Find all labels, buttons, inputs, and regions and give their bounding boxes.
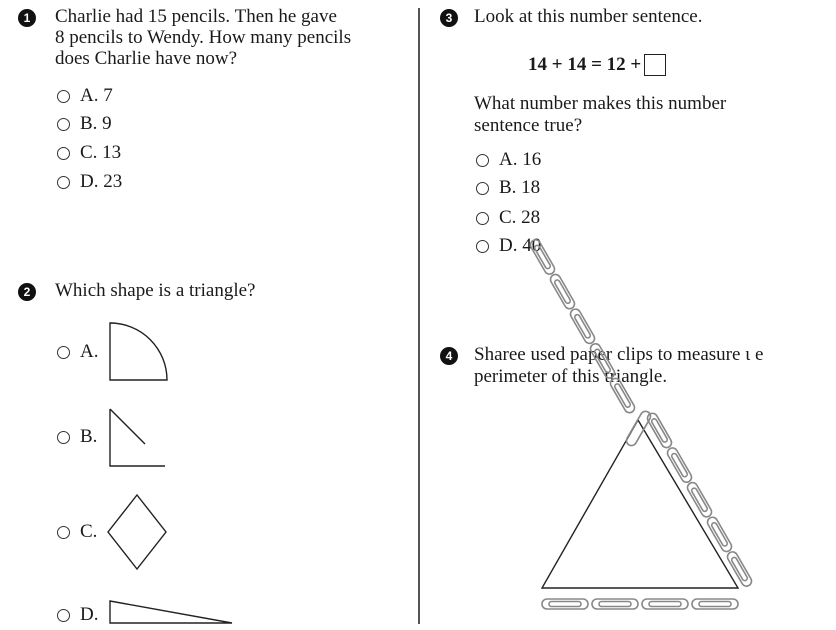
diamond-shape-icon (105, 492, 175, 572)
number-sentence (528, 54, 666, 76)
question-1-option-b[interactable] (57, 113, 112, 135)
option-label: B. 9 (80, 113, 112, 134)
number-sentence-text: 14 + 14 = 12 + (528, 54, 642, 75)
option-label: C. 28 (499, 207, 541, 228)
radio-button-icon[interactable] (476, 182, 489, 195)
answer-blank-box (644, 54, 666, 76)
option-label: A. 16 (499, 149, 542, 170)
question-2-number-badge: 2 (18, 283, 36, 301)
question-3-option-c[interactable] (476, 207, 540, 229)
question-1-number-badge: 1 (18, 9, 36, 27)
radio-button-icon[interactable] (57, 526, 70, 539)
question-2-option-c[interactable] (57, 521, 97, 543)
radio-button-icon[interactable] (476, 154, 489, 167)
question-3-option-a[interactable] (476, 149, 541, 171)
question-1-option-a[interactable] (57, 85, 113, 107)
question-4-line-2: perimeter of this triangle. (474, 366, 668, 387)
question-3-line-2: sentence true? (474, 115, 583, 136)
option-label: A. 7 (80, 85, 113, 106)
question-2-option-d[interactable] (57, 604, 98, 626)
question-1-line-2: 8 pencils to Wendy. How many pencils (55, 27, 352, 48)
radio-button-icon[interactable] (57, 118, 70, 131)
radio-button-icon[interactable] (57, 176, 70, 189)
radio-button-icon[interactable] (57, 431, 70, 444)
question-4-line-1: Sharee used paper clips to measure ι e (474, 344, 764, 365)
column-divider (418, 8, 420, 624)
question-1-option-d[interactable] (57, 171, 122, 193)
radio-button-icon[interactable] (57, 609, 70, 622)
option-label: B. 18 (499, 177, 541, 198)
quarter-circle-shape-icon (105, 318, 175, 388)
option-label: B. (80, 426, 98, 447)
option-label: D. 40 (499, 235, 542, 256)
radio-button-icon[interactable] (57, 346, 70, 359)
question-3-text: Look at this number sentence. (474, 6, 703, 27)
question-2-option-a[interactable] (57, 341, 98, 363)
option-label: D. 23 (80, 171, 123, 192)
question-3-option-b[interactable] (476, 177, 540, 199)
question-3-line-1: What number makes this number (474, 93, 727, 114)
option-label: C. 13 (80, 142, 122, 163)
paper-clip-triangle-icon (520, 402, 760, 622)
question-1-line-3: does Charlie have now? (55, 48, 238, 69)
question-1-line-1: Charlie had 15 pencils. Then he gave (55, 6, 337, 27)
question-2-text: Which shape is a triangle? (55, 280, 256, 301)
question-4-number-badge: 4 (440, 347, 458, 365)
radio-button-icon[interactable] (476, 240, 489, 253)
radio-button-icon[interactable] (57, 90, 70, 103)
question-3-option-d[interactable] (476, 235, 541, 257)
radio-button-icon[interactable] (476, 212, 489, 225)
radio-button-icon[interactable] (57, 147, 70, 160)
option-label: C. (80, 521, 98, 542)
option-label: A. (80, 341, 99, 362)
question-3-number-badge: 3 (440, 9, 458, 27)
question-2-option-b[interactable] (57, 426, 97, 448)
thin-triangle-shape-icon (105, 597, 235, 627)
question-1-option-c[interactable] (57, 142, 121, 164)
right-triangle-shape-icon (105, 404, 175, 474)
option-label: D. (80, 604, 99, 625)
